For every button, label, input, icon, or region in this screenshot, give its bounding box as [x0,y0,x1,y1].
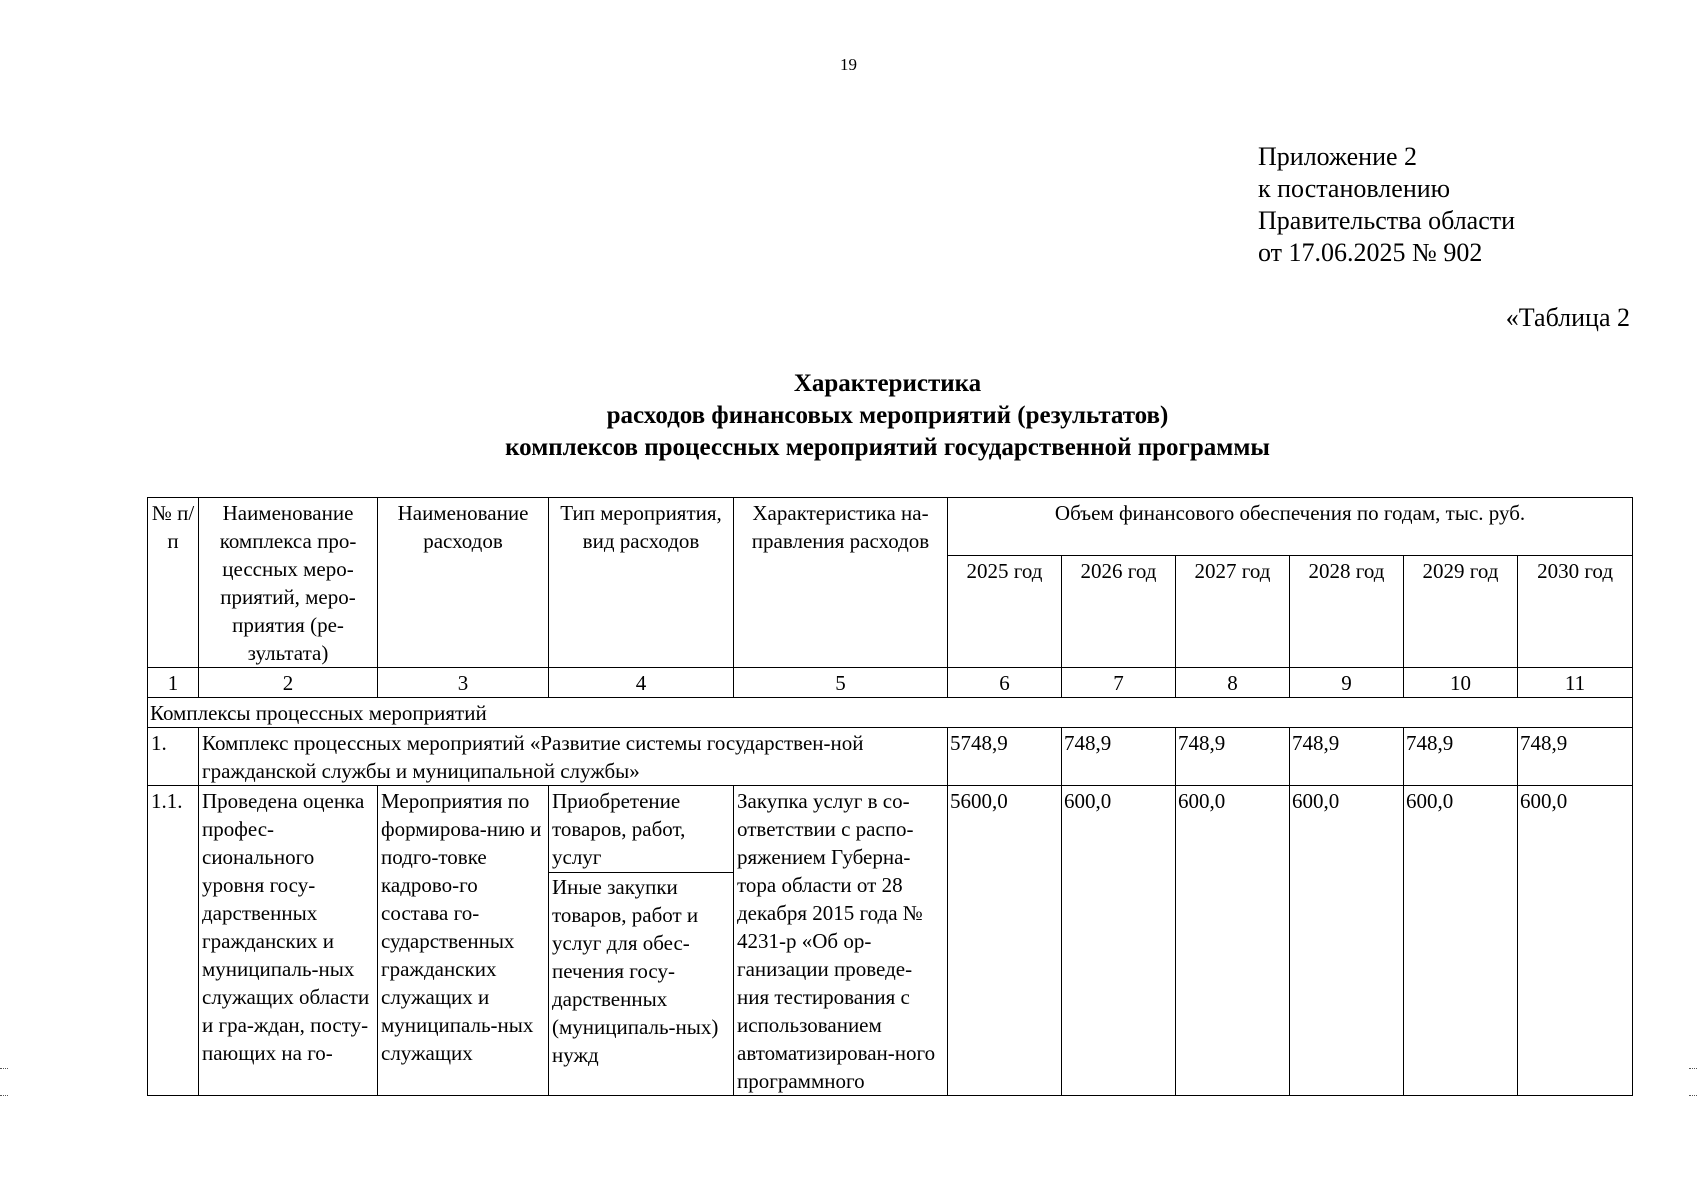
amount-cell: 748,9 [1404,728,1518,786]
appendix-line: от 17.06.2025 № 902 [1258,238,1483,267]
appendix-line: Приложение 2 [1258,142,1418,171]
title-line: комплексов процессных мероприятий государственной программы [505,434,1270,461]
finance-table [147,497,1633,1096]
header-year: 2029 год [1404,556,1518,668]
page-number: 19 [840,55,857,74]
document-title [0,368,1697,464]
header-complex-name: Наименование комплекса про-цессных меро-приятий, меро-приятия (ре-зультата) [199,498,378,668]
column-number: 6 [948,668,1062,698]
header-year: 2025 год [948,556,1062,668]
header-year: 2027 год [1176,556,1290,668]
title-line: расходов финансовых мероприятий (результатов) [606,402,1169,429]
header-year: 2028 год [1290,556,1404,668]
column-number: 9 [1290,668,1404,698]
amount-cell: 600,0 [1404,786,1518,1096]
event-type: Приобретение товаров, работ, услуг [549,787,733,873]
header-num: № п/п [148,498,199,668]
section-title: Комплексы процессных мероприятий [148,698,1633,728]
scan-edge-mark [1689,1068,1697,1096]
amount-cell: 748,9 [1062,728,1176,786]
amount-cell: 600,0 [1518,786,1633,1096]
appendix-line: Правительства области [1258,206,1516,235]
title-line: Характеристика [793,370,982,397]
column-number-row [148,668,1633,698]
column-number: 3 [378,668,549,698]
event-num: 1.1. [148,786,199,1096]
amount-cell: 5600,0 [948,786,1062,1096]
header-event-type: Тип мероприятия, вид расходов [549,498,734,668]
amount-cell: 748,9 [1290,728,1404,786]
column-number: 10 [1404,668,1518,698]
event-characteristic: Закупка услуг в со-ответствии с распо-ряжением Губерна-тора области от 28 декабря 2015 года № 4231-р «Об ор-ганизации проведе-ния тестирования с использованием автоматизирован-ного программного [734,786,948,1096]
table-label: «Таблица 2 [1505,303,1630,332]
amount-cell: 748,9 [1518,728,1633,786]
column-number: 5 [734,668,948,698]
event-result: Проведена оценка профес-сионального уровня госу-дарственных гражданских и муниципаль-ных служащих области и гра-ждан, посту-пающих на го- [199,786,378,1096]
scan-edge-mark [0,1068,8,1096]
event-row [148,786,1633,1096]
header-characteristic: Характеристика на-правления расходов [734,498,948,668]
event-expense: Мероприятия по формирова-нию и подго-товке кадрово-го состава го-сударственных гражданских служащих и муниципаль-ных служащих [378,786,549,1096]
header-funding: Объем финансового обеспечения по годам, тыс. руб. [948,498,1633,556]
header-year: 2026 год [1062,556,1176,668]
amount-cell: 748,9 [1176,728,1290,786]
section-row [148,698,1633,728]
amount-cell: 600,0 [1290,786,1404,1096]
column-number: 2 [199,668,378,698]
column-number: 11 [1518,668,1633,698]
amount-cell: 600,0 [1062,786,1176,1096]
event-type-cell [549,786,734,1096]
column-number: 7 [1062,668,1176,698]
amount-cell: 5748,9 [948,728,1062,786]
header-expense-name: Наименование расходов [378,498,549,668]
column-number: 8 [1176,668,1290,698]
appendix-block [1258,141,1515,269]
amount-cell: 600,0 [1176,786,1290,1096]
complex-name: Комплекс процессных мероприятий «Развитие системы государствен-ной гражданской службы и муниципальной службы» [199,728,948,786]
column-number: 4 [549,668,734,698]
complex-num: 1. [148,728,199,786]
appendix-line: к постановлению [1258,174,1451,203]
event-kind: Иные закупки товаров, работ и услуг для обес-печения госу-дарственных (муниципаль-ных) нужд [552,875,719,1067]
column-number: 1 [148,668,199,698]
header-year: 2030 год [1518,556,1633,668]
complex-row [148,728,1633,786]
